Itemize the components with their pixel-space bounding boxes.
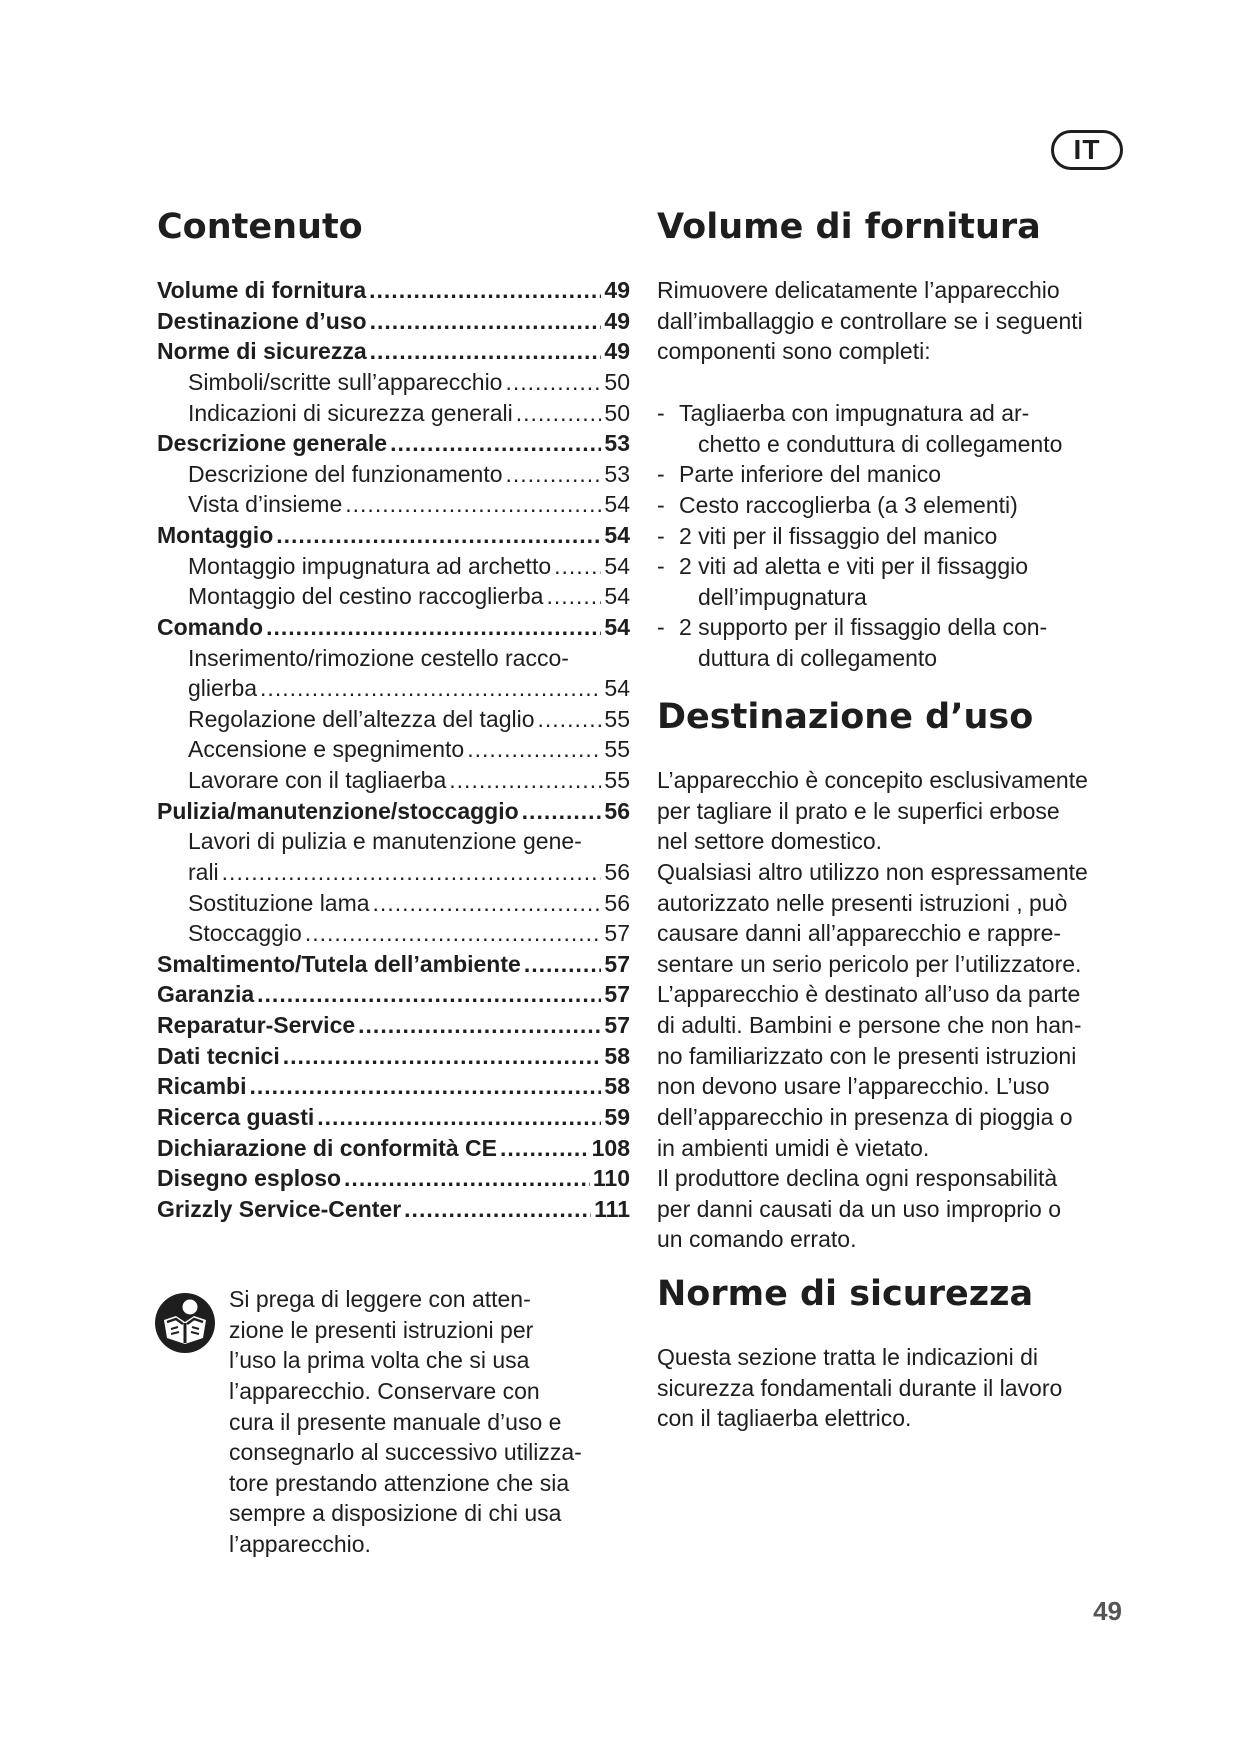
list-item: [657, 551, 1137, 612]
toc-entry: [157, 1071, 630, 1102]
toc-entry-page: 54: [604, 675, 630, 702]
toc-entry-title: Montaggio impugnatura ad archetto: [188, 552, 552, 579]
toc-leader-dots: [344, 1163, 590, 1194]
toc-entry-page: 110: [592, 1165, 630, 1192]
toc-entry-page: 55: [604, 736, 630, 763]
toc-entry-page: 57: [604, 950, 630, 977]
toc-entry: [157, 367, 630, 398]
toc-entry-title: Vista d’insieme: [188, 491, 343, 518]
toc-leader-dots: [500, 1133, 589, 1164]
toc-leader-dots: [276, 520, 601, 551]
toc-entry-title: Accensione e spegnimento: [188, 736, 465, 763]
toc-entry: [157, 704, 630, 735]
toc-leader-dots: [317, 1102, 601, 1133]
toc-entry: [157, 428, 630, 459]
toc-entry-page: 57: [604, 920, 630, 947]
toc-entry: [157, 765, 630, 796]
list-item-text: dell’impugnatura: [698, 583, 867, 610]
toc-entry: [157, 1133, 630, 1164]
list-item-text: 2 viti per il fissaggio del manico: [679, 522, 998, 549]
list-item: [657, 398, 1137, 459]
toc-entry: [157, 979, 630, 1010]
toc-entry-title: Stoccaggio: [188, 920, 302, 947]
bullet-dash: -: [657, 461, 665, 488]
toc-entry-page: 55: [604, 705, 630, 732]
toc-title: Contenuto: [157, 207, 363, 247]
toc-entry-title: Garanzia: [157, 981, 255, 1008]
list-item-text: Cesto raccoglierba (a 3 elementi): [679, 491, 1018, 518]
toc-entry-page: 49: [604, 277, 630, 303]
bullet-dash: -: [657, 522, 665, 549]
toc-entry: [157, 520, 630, 551]
toc-entry-page: 56: [604, 797, 630, 824]
toc-entry: [157, 275, 630, 306]
toc-entry-page: 55: [604, 767, 630, 793]
toc-entry-page: 49: [604, 338, 630, 365]
toc-entry: [157, 734, 630, 765]
toc-entry-title: Comando: [157, 613, 264, 640]
bullet-dash: -: [657, 553, 665, 580]
toc-entry-title: Montaggio: [157, 522, 274, 548]
toc-entry-page: 56: [604, 858, 630, 885]
toc-entry-title: Ricerca guasti: [157, 1103, 315, 1130]
toc-leader-dots: [266, 612, 601, 643]
toc-entry: [157, 857, 630, 888]
safety-text: Questa sezione tratta le indicazioni di sicurezza fondamentali durante il lavoro con il tagliaerba elettrico.: [657, 1344, 1063, 1432]
toc-leader-dots: [449, 765, 601, 796]
table-of-contents: [157, 275, 630, 1224]
toc-leader-dots: [538, 704, 602, 735]
toc-entry-page: 54: [604, 552, 630, 579]
toc-entry-page: 50: [604, 368, 630, 395]
toc-leader-dots: [369, 275, 601, 306]
toc-entry: [157, 336, 630, 367]
toc-leader-dots: [260, 673, 601, 704]
list-item: [657, 612, 1137, 673]
toc-entry-title: Smaltimento/Tutela dell’ambiente: [157, 950, 521, 977]
volume-title: Volume di fornitura: [657, 207, 1041, 247]
toc-entry-title: Ricambi: [157, 1073, 247, 1100]
toc-entry: [157, 398, 630, 429]
toc-leader-dots: [390, 428, 601, 459]
toc-entry-title: Simboli/scritte sull’apparecchio: [188, 368, 503, 395]
toc-entry-page: 53: [604, 430, 630, 457]
toc-leader-dots: [370, 336, 602, 367]
toc-entry-page: 54: [604, 522, 630, 548]
toc-entry-page: 58: [604, 1073, 630, 1100]
toc-entry-page: 56: [604, 889, 630, 916]
toc-leader-dots: [358, 1010, 601, 1041]
toc-leader-dots: [249, 1071, 601, 1102]
destination-title: Destinazione d’uso: [657, 697, 1034, 737]
toc-leader-dots: [222, 857, 602, 888]
toc-leader-dots: [373, 888, 602, 919]
list-item-text: 2 viti ad aletta e viti per il fissaggio: [679, 553, 1029, 580]
toc-entry-title: Indicazioni di sicurezza generali: [188, 399, 513, 426]
toc-entry: [157, 949, 630, 980]
note-text: Si prega di leggere con atten- zione le presenti istruzioni per l’uso la prima volta che si usa l’apparecchio. Conservare con cura il presente manuale d’uso e consegnarlo al successivo utilizza- tore prestando attenzione che sia sempre a disposizione di chi usa l’apparecchio.: [229, 1286, 582, 1557]
toc-entry: [157, 673, 630, 704]
list-item: [657, 521, 1137, 552]
toc-entry: [157, 551, 630, 582]
destination-text: L’apparecchio è concepito esclusivamente per tagliare il prato e le superfici erbose nel settore domestico. Qualsiasi altro utilizzo non espressamente autorizzato nelle presenti istruzioni , può causare danni all’apparecchio e rappre- sentare un serio pericolo per l’utilizzatore. L’apparecchio è destinato all’uso da parte di adulti. Bambini e persone che non han- no familiarizzato con le presenti istruzioni non devono usare l’apparecchio. L’uso dell’apparecchio in presenza di pioggia o in ambienti umidi è vietato. Il produttore declina ogni responsabilità per danni causati da un uso improprio o un comando errato.: [657, 767, 1088, 1253]
bullet-dash: -: [657, 400, 665, 426]
toc-leader-dots: [506, 459, 602, 490]
toc-entry-title: Descrizione del funzionamento: [188, 460, 503, 487]
list-item-text: 2 supporto per il fissaggio della con-: [679, 614, 1048, 641]
toc-entry-title: Montaggio del cestino raccoglierba: [188, 583, 544, 610]
list-item-text: chetto e conduttura di collegamento: [698, 430, 1063, 457]
language-badge: IT: [1051, 130, 1123, 170]
toc-entry-title: Lavorare con il tagliaerba: [188, 767, 447, 793]
toc-entry-page: 54: [604, 583, 630, 610]
toc-entry: [157, 1041, 630, 1072]
toc-leader-dots: [554, 551, 601, 582]
toc-entry-page: 54: [604, 613, 630, 640]
toc-leader-dots: [524, 949, 602, 980]
toc-entry: [157, 888, 630, 919]
toc-entry: [157, 1194, 630, 1225]
toc-entry-page: 53: [604, 460, 630, 487]
toc-leader-dots: [283, 1041, 602, 1072]
toc-entry: [157, 581, 630, 612]
read-manual-icon: [154, 1292, 216, 1354]
toc-entry: [157, 643, 630, 674]
page-number: 49: [1093, 1596, 1122, 1626]
toc-entry: [157, 306, 630, 337]
toc-entry-title: Regolazione dell’altezza del taglio: [188, 705, 535, 732]
toc-entry-title: Pulizia/manutenzione/stoccaggio: [157, 797, 519, 824]
toc-leader-dots: [345, 489, 601, 520]
toc-entry: [157, 612, 630, 643]
toc-entry-page: 59: [604, 1103, 630, 1130]
toc-entry-title: Dati tecnici: [157, 1042, 280, 1069]
toc-entry-title: Disegno esploso: [157, 1165, 342, 1192]
toc-entry-title: glierba: [188, 675, 258, 702]
list-item: [657, 459, 1137, 490]
toc-entry: [157, 489, 630, 520]
toc-entry-title: Inserimento/rimozione cestello racco-: [188, 644, 569, 671]
toc-entry: [157, 1102, 630, 1133]
toc-entry-title: Destinazione d’uso: [157, 307, 367, 334]
toc-entry-page: 58: [604, 1042, 630, 1069]
volume-items-list: [657, 398, 1137, 674]
toc-entry-title: Grizzly Service-Center: [157, 1195, 402, 1222]
list-item: [657, 490, 1137, 521]
toc-leader-dots: [505, 367, 601, 398]
toc-entry-page: 111: [594, 1195, 630, 1222]
toc-entry: [157, 459, 630, 490]
toc-entry-title: Volume di fornitura: [157, 277, 367, 303]
toc-entry-page: 49: [604, 307, 630, 334]
toc-leader-dots: [522, 796, 602, 827]
toc-entry: [157, 1163, 630, 1194]
bullet-dash: -: [657, 491, 665, 518]
toc-entry: [157, 1010, 630, 1041]
toc-leader-dots: [404, 1194, 591, 1225]
safety-title: Norme di sicurezza: [657, 1274, 1034, 1314]
toc-entry-page: 54: [604, 491, 630, 518]
toc-entry: [157, 918, 630, 949]
list-item-text: duttura di collegamento: [698, 645, 938, 671]
toc-leader-dots: [257, 979, 601, 1010]
toc-leader-dots: [467, 734, 601, 765]
toc-entry-page: 108: [591, 1134, 630, 1161]
toc-entry-title: Dichiarazione di conformità CE: [157, 1134, 497, 1161]
toc-entry-title: Lavori di pulizia e manutenzione gene-: [188, 828, 582, 855]
toc-entry-page: 57: [604, 981, 630, 1008]
toc-entry: [157, 826, 630, 857]
toc-leader-dots: [305, 918, 602, 949]
toc-entry-title: Sostituzione lama: [188, 889, 370, 916]
toc-entry-title: Descrizione generale: [157, 430, 388, 457]
toc-entry-page: 57: [604, 1012, 630, 1038]
toc-entry-page: 50: [604, 399, 630, 426]
toc-entry-title: Reparatur-Service: [157, 1012, 356, 1038]
volume-intro: Rimuovere delicatamente l’apparecchio dall’imballaggio e controllare se i seguenti componenti sono completi:: [657, 277, 1083, 365]
toc-entry: [157, 796, 630, 827]
toc-leader-dots: [546, 581, 601, 612]
toc-leader-dots: [370, 306, 602, 337]
bullet-dash: -: [657, 614, 665, 641]
toc-entry-title: Norme di sicurezza: [157, 338, 367, 365]
list-item-text: Tagliaerba con impugnatura ad ar-: [679, 400, 1030, 426]
toc-entry-title: rali: [188, 858, 219, 885]
toc-leader-dots: [516, 398, 602, 429]
list-item-text: Parte inferiore del manico: [679, 461, 942, 488]
